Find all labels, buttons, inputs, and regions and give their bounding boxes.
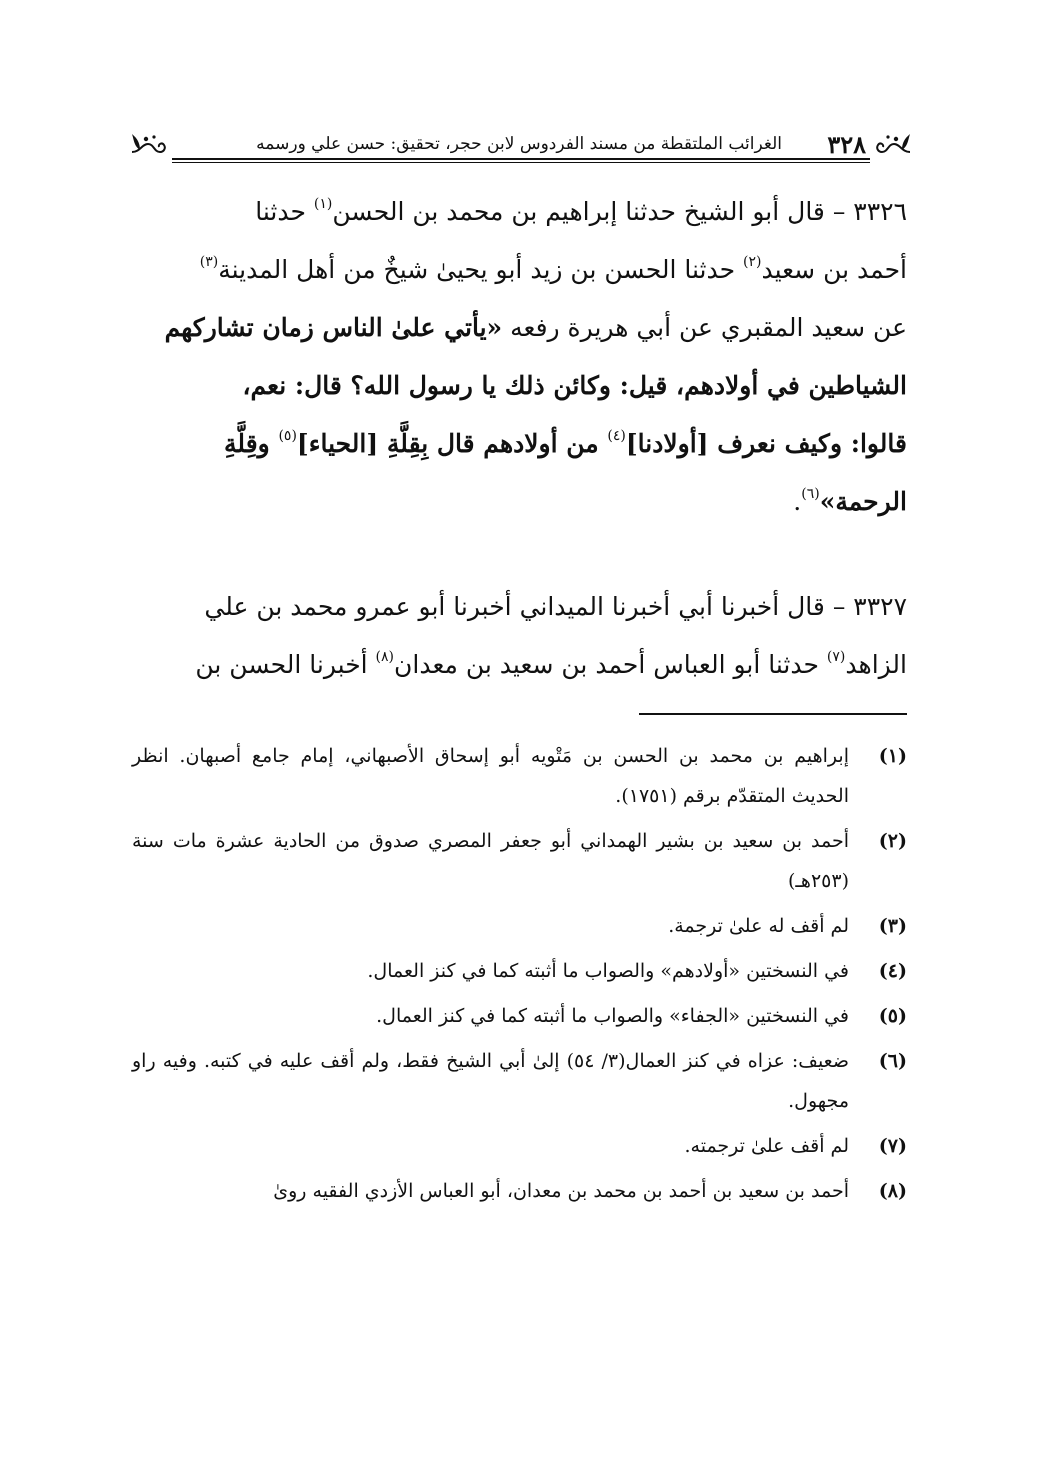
isnad-text: . xyxy=(793,487,802,516)
footnote-divider xyxy=(639,713,907,715)
footnote xyxy=(132,1041,907,1121)
text-line xyxy=(132,241,907,299)
isnad-text: الزاهد xyxy=(845,650,907,679)
footnote-marker: (٨) xyxy=(375,649,395,665)
header-ornament-right-icon xyxy=(872,130,912,158)
footnote-marker: (١) xyxy=(313,196,333,212)
footnote xyxy=(132,906,907,946)
footnote-marker: (٢) xyxy=(742,254,762,270)
matn-text: من أولادهم قال بِقِلَّةِ [الحياء] xyxy=(296,429,608,458)
footnote-text: أحمد بن سعيد بن بشير الهمداني أبو جعفر المصري صدوق من الحادية عشرة مات سنة (٢٥٣هـ) xyxy=(132,830,849,892)
footnote-marker: (٤) xyxy=(607,428,626,444)
isnad-text: حدثنا الحسن بن زيد أبو يحيىٰ شيخٌ من أهل المدينة xyxy=(218,255,743,284)
footnote-marker: (٧) xyxy=(826,649,846,665)
isnad-text: أحمد بن سعيد xyxy=(761,255,907,284)
footnote-number: (٧) xyxy=(878,1135,907,1157)
footnote-number: (٥) xyxy=(878,1005,907,1027)
isnad-text: أخبرنا الحسن بن xyxy=(195,650,376,679)
footnote xyxy=(132,1126,907,1166)
text-line xyxy=(132,578,907,636)
footnote xyxy=(132,996,907,1036)
text-line xyxy=(132,183,907,241)
page-number: ٣٢٨ xyxy=(827,130,866,159)
footnote xyxy=(132,951,907,991)
isnad-text: عن سعيد المقبري عن أبي هريرة رفعه xyxy=(502,313,907,342)
footnote-marker: (٦) xyxy=(801,486,820,502)
running-head xyxy=(130,122,912,162)
matn-text: الرحمة» xyxy=(819,487,907,516)
footnote-text: أحمد بن سعيد بن أحمد بن محمد بن معدان، أبو العباس الأزدي الفقيه روىٰ xyxy=(273,1180,849,1202)
text-line xyxy=(132,357,907,415)
text-line xyxy=(132,415,907,473)
footnote-marker: (٥) xyxy=(278,428,297,444)
footnotes-list xyxy=(132,736,907,1216)
isnad-text: ٣٣٢٧ – قال أخبرنا أبي أخبرنا الميداني أخبرنا أبو عمرو محمد بن علي xyxy=(204,592,907,621)
matn-text: وقِلَّةِ xyxy=(224,429,279,458)
isnad-text: ٣٣٢٦ – قال أبو الشيخ حدثنا إبراهيم بن محمد بن الحسن xyxy=(332,197,907,226)
text-line xyxy=(132,636,907,694)
footnote-number: (٦) xyxy=(878,1050,907,1072)
footnote-number: (٢) xyxy=(878,830,907,852)
isnad-text: حدثنا أبو العباس أحمد بن سعيد بن معدان xyxy=(394,650,827,679)
footnote-text: في النسختين «الجفاء» والصواب ما أثبته كما في كنز العمال. xyxy=(376,1005,849,1027)
matn-text: قالوا: وكيف نعرف [أولادنا] xyxy=(625,429,907,458)
footnote-number: (٨) xyxy=(878,1180,907,1202)
matn-text: الشياطين في أولادهم، قيل: وكائن ذلك يا رسول الله؟ قال: نعم، xyxy=(242,371,907,400)
text-line xyxy=(132,299,907,357)
footnote-number: (٣) xyxy=(878,915,907,937)
footnote xyxy=(132,736,907,816)
footnote-text: إبراهيم بن محمد بن الحسن بن مَتْويه أبو إسحاق الأصبهاني، إمام جامع أصبهان. انظر الحديث المتقدّم برقم (١٧٥١). xyxy=(132,745,849,807)
text-line xyxy=(132,473,907,531)
footnote-text: لم أقف علىٰ ترجمته. xyxy=(684,1135,849,1157)
footnote xyxy=(132,1171,907,1211)
footnote-text: في النسختين «أولادهم» والصواب ما أثبته كما في كنز العمال. xyxy=(367,960,849,982)
isnad-text: حدثنا xyxy=(255,197,314,226)
footnote-text: ضعيف: عزاه في كنز العمال(٣/ ٥٤) إلىٰ أبي الشيخ فقط، ولم أقف عليه في كتبه. وفيه راو مجهول. xyxy=(132,1050,849,1112)
footnote-number: (١) xyxy=(878,745,907,767)
header-rule-thin xyxy=(172,162,870,163)
matn-text: «يأتي علىٰ الناس زمان تشاركهم xyxy=(164,313,503,342)
header-rule xyxy=(172,158,870,160)
running-head-title: الغرائب الملتقطة من مسند الفردوس لابن حجر، تحقيق: حسن علي ورسمه xyxy=(256,134,782,154)
footnote-number: (٤) xyxy=(878,960,907,982)
footnote-marker: (٣) xyxy=(199,254,219,270)
hadith-3327 xyxy=(132,578,907,694)
footnote-text: لم أقف له علىٰ ترجمة. xyxy=(668,915,849,937)
hadith-3326 xyxy=(132,183,907,531)
header-ornament-left-icon xyxy=(130,130,170,158)
footnote xyxy=(132,821,907,901)
